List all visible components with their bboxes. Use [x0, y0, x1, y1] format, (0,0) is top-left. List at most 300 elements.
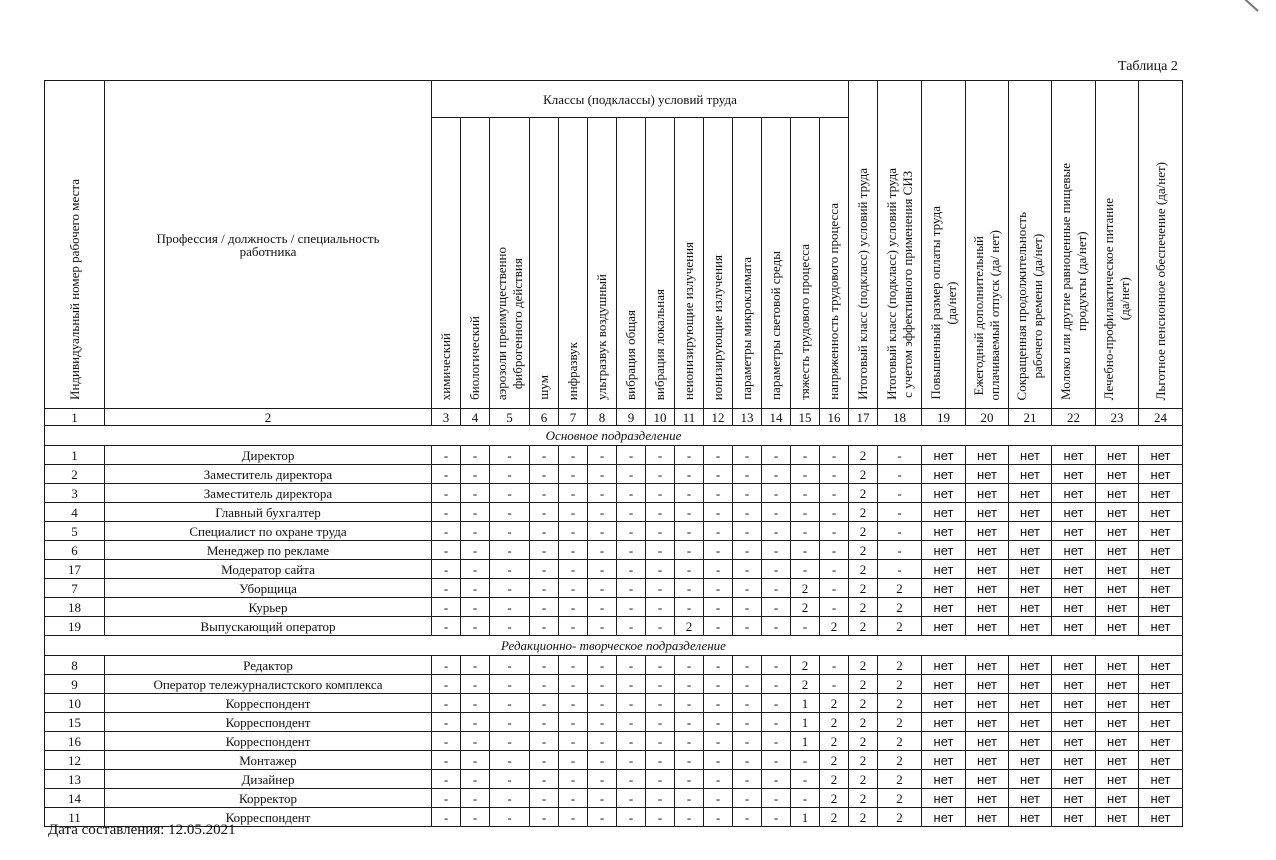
- table-cell: нет: [1139, 789, 1183, 808]
- table-cell: -: [733, 484, 762, 503]
- table-cell: -: [820, 560, 849, 579]
- table-cell: -: [617, 675, 646, 694]
- table-cell: -: [617, 465, 646, 484]
- table-cell: -: [675, 694, 704, 713]
- profession-name: Курьер: [105, 598, 432, 617]
- header-reduced-hours: [1009, 81, 1052, 409]
- table-row: [45, 732, 1183, 751]
- table-cell: -: [617, 522, 646, 541]
- table-cell: 2: [791, 656, 820, 675]
- profession-name: Заместитель директора: [105, 484, 432, 503]
- table-cell: -: [490, 465, 530, 484]
- table-cell: -: [530, 484, 559, 503]
- table-cell: 2: [849, 541, 878, 560]
- table-cell: -: [646, 675, 675, 694]
- table-cell: -: [646, 446, 675, 465]
- table-cell: -: [559, 713, 588, 732]
- header-class-8: [588, 118, 617, 409]
- table-cell: нет: [1096, 541, 1139, 560]
- table-cell: -: [432, 579, 461, 598]
- table-cell: нет: [1052, 579, 1096, 598]
- table-cell: -: [704, 713, 733, 732]
- header-class-label: ультразвук воздушный: [593, 273, 609, 400]
- workplace-number: 4: [45, 503, 105, 522]
- table-cell: -: [733, 446, 762, 465]
- table-cell: -: [461, 503, 490, 522]
- table-cell: 2: [849, 694, 878, 713]
- table-cell: -: [461, 465, 490, 484]
- header-final-class-siz: [878, 81, 922, 409]
- header-class-3: [432, 118, 461, 409]
- header-extra-leave: [966, 81, 1009, 409]
- table-cell: -: [704, 694, 733, 713]
- column-number: 23: [1096, 409, 1139, 426]
- table-cell: нет: [922, 675, 966, 694]
- table-cell: нет: [1052, 446, 1096, 465]
- table-cell: нет: [1096, 598, 1139, 617]
- profession-name: Заместитель директора: [105, 465, 432, 484]
- table-cell: нет: [966, 732, 1009, 751]
- table-cell: -: [791, 541, 820, 560]
- table-cell: -: [559, 770, 588, 789]
- header-label: Лечебно-профилактическое питание: [1100, 197, 1116, 400]
- table-cell: -: [733, 789, 762, 808]
- column-number: 17: [849, 409, 878, 426]
- table-cell: -: [432, 770, 461, 789]
- table-cell: нет: [1009, 465, 1052, 484]
- table-cell: -: [820, 541, 849, 560]
- table-cell: -: [588, 656, 617, 675]
- table-cell: -: [704, 465, 733, 484]
- workplace-number: 12: [45, 751, 105, 770]
- column-number: 15: [791, 409, 820, 426]
- table-cell: -: [432, 465, 461, 484]
- header-class-label: химический: [437, 332, 453, 400]
- header-label: Итоговый класс (подкласс) условий труда: [883, 168, 899, 400]
- table-cell: -: [432, 541, 461, 560]
- table-cell: 2: [849, 675, 878, 694]
- table-cell: -: [820, 656, 849, 675]
- table-cell: нет: [1009, 732, 1052, 751]
- table-cell: 2: [820, 694, 849, 713]
- table-cell: -: [588, 503, 617, 522]
- table-cell: -: [704, 446, 733, 465]
- workplace-number: 18: [45, 598, 105, 617]
- column-number: 19: [922, 409, 966, 426]
- header-pension: [1139, 81, 1183, 409]
- header-class-11: [675, 118, 704, 409]
- table-cell: 1: [791, 694, 820, 713]
- table-cell: -: [704, 484, 733, 503]
- column-number: 21: [1009, 409, 1052, 426]
- table-cell: -: [490, 694, 530, 713]
- table-cell: нет: [1009, 541, 1052, 560]
- table-cell: -: [675, 789, 704, 808]
- table-cell: -: [530, 522, 559, 541]
- table-cell: -: [762, 656, 791, 675]
- table-cell: -: [762, 694, 791, 713]
- table-cell: -: [490, 579, 530, 598]
- table-cell: нет: [1009, 770, 1052, 789]
- profession-name: Специалист по охране труда: [105, 522, 432, 541]
- table-cell: -: [559, 465, 588, 484]
- table-cell: 1: [791, 713, 820, 732]
- table-cell: -: [791, 522, 820, 541]
- table-cell: нет: [966, 770, 1009, 789]
- header-class-label: параметры микроклимата: [738, 257, 754, 400]
- header-label: Ежегодный дополнительный: [970, 235, 986, 395]
- profession-name: Монтажер: [105, 751, 432, 770]
- table-cell: -: [646, 713, 675, 732]
- header-label: оплачиваемый отпуск (да/ нет): [987, 229, 1002, 400]
- table-cell: 2: [849, 579, 878, 598]
- table-cell: -: [733, 675, 762, 694]
- table-cell: нет: [1096, 503, 1139, 522]
- table-cell: -: [559, 808, 588, 827]
- header-class-label: неионизирующие излучения: [680, 242, 696, 400]
- table-cell: нет: [1052, 808, 1096, 827]
- table-cell: -: [432, 522, 461, 541]
- table-cell: -: [559, 656, 588, 675]
- table-cell: -: [791, 484, 820, 503]
- table-cell: нет: [1096, 617, 1139, 636]
- header-class-label: параметры световой среды: [767, 251, 783, 400]
- header-class-5: [490, 118, 530, 409]
- table-cell: нет: [966, 675, 1009, 694]
- header-class-label: биологический: [466, 316, 482, 400]
- table-cell: -: [646, 560, 675, 579]
- table-cell: нет: [1009, 617, 1052, 636]
- workplace-number: 11: [45, 808, 105, 827]
- table-cell: -: [530, 732, 559, 751]
- table-cell: 2: [849, 522, 878, 541]
- table-cell: -: [588, 751, 617, 770]
- table-cell: -: [704, 789, 733, 808]
- table-cell: нет: [1052, 675, 1096, 694]
- table-cell: -: [461, 560, 490, 579]
- table-cell: -: [733, 751, 762, 770]
- table-cell: -: [733, 656, 762, 675]
- table-cell: 2: [849, 617, 878, 636]
- table-cell: нет: [1009, 522, 1052, 541]
- table-cell: -: [646, 598, 675, 617]
- column-number: 3: [432, 409, 461, 426]
- profession-name: Дизайнер: [105, 770, 432, 789]
- table-cell: -: [878, 522, 922, 541]
- column-number: 8: [588, 409, 617, 426]
- table-cell: -: [559, 503, 588, 522]
- header-label: Итоговый класс (подкласс) условий труда: [854, 168, 870, 400]
- table-cell: нет: [1139, 770, 1183, 789]
- table-cell: -: [617, 484, 646, 503]
- profession-name: Корреспондент: [105, 713, 432, 732]
- table-cell: 2: [878, 656, 922, 675]
- working-conditions-table: [44, 80, 1183, 827]
- table-cell: -: [762, 446, 791, 465]
- table-cell: нет: [1096, 713, 1139, 732]
- table-cell: 2: [820, 713, 849, 732]
- column-number: 5: [490, 409, 530, 426]
- table-cell: -: [588, 484, 617, 503]
- table-cell: -: [530, 770, 559, 789]
- table-cell: 2: [820, 751, 849, 770]
- table-cell: нет: [922, 446, 966, 465]
- table-cell: -: [559, 522, 588, 541]
- table-cell: -: [733, 770, 762, 789]
- table-cell: 2: [878, 732, 922, 751]
- table-cell: нет: [1009, 446, 1052, 465]
- table-cell: -: [820, 675, 849, 694]
- header-class-label: ионизирующие излучения: [709, 254, 725, 400]
- table-cell: 2: [878, 751, 922, 770]
- profession-name: Редактор: [105, 656, 432, 675]
- table-cell: -: [646, 522, 675, 541]
- table-cell: -: [530, 446, 559, 465]
- table-cell: -: [530, 751, 559, 770]
- table-cell: -: [704, 522, 733, 541]
- table-cell: нет: [1139, 694, 1183, 713]
- table-cell: -: [762, 522, 791, 541]
- table-cell: нет: [1009, 656, 1052, 675]
- table-cell: -: [675, 522, 704, 541]
- table-cell: 2: [820, 808, 849, 827]
- table-cell: нет: [1139, 560, 1183, 579]
- table-cell: -: [490, 560, 530, 579]
- table-cell: -: [617, 541, 646, 560]
- table-cell: 2: [849, 484, 878, 503]
- table-row: [45, 465, 1183, 484]
- table-cell: нет: [1139, 503, 1183, 522]
- workplace-number: 1: [45, 446, 105, 465]
- table-cell: -: [588, 560, 617, 579]
- profession-name: Уборщица: [105, 579, 432, 598]
- table-cell: нет: [1139, 656, 1183, 675]
- table-cell: нет: [966, 484, 1009, 503]
- header-label: с учетом эффективного применения СИЗ: [899, 170, 915, 398]
- table-row: [45, 598, 1183, 617]
- table-cell: нет: [966, 656, 1009, 675]
- table-cell: -: [490, 446, 530, 465]
- table-cell: -: [675, 446, 704, 465]
- table-cell: -: [617, 598, 646, 617]
- table-cell: -: [617, 770, 646, 789]
- table-cell: -: [432, 789, 461, 808]
- table-cell: нет: [1052, 560, 1096, 579]
- workplace-number: 9: [45, 675, 105, 694]
- table-cell: 2: [849, 560, 878, 579]
- profession-name: Оператор тележурналистского комплекса: [105, 675, 432, 694]
- table-cell: -: [878, 484, 922, 503]
- table-cell: -: [646, 789, 675, 808]
- table-cell: -: [588, 732, 617, 751]
- table-cell: -: [675, 713, 704, 732]
- section-row: [45, 426, 1183, 446]
- table-cell: 2: [849, 789, 878, 808]
- table-cell: нет: [1052, 751, 1096, 770]
- table-cell: -: [490, 541, 530, 560]
- workplace-number: 8: [45, 656, 105, 675]
- table-cell: -: [530, 503, 559, 522]
- table-cell: -: [878, 560, 922, 579]
- table-cell: нет: [1009, 579, 1052, 598]
- table-cell: -: [617, 656, 646, 675]
- table-cell: 2: [878, 675, 922, 694]
- table-cell: -: [646, 503, 675, 522]
- table-cell: -: [617, 713, 646, 732]
- table-cell: -: [588, 713, 617, 732]
- table-cell: 2: [849, 770, 878, 789]
- table-cell: нет: [922, 713, 966, 732]
- table-cell: нет: [922, 808, 966, 827]
- column-number: 2: [105, 409, 432, 426]
- table-cell: -: [675, 732, 704, 751]
- table-cell: -: [559, 789, 588, 808]
- table-row: [45, 713, 1183, 732]
- table-cell: -: [762, 789, 791, 808]
- table-cell: нет: [1052, 770, 1096, 789]
- table-cell: -: [559, 598, 588, 617]
- table-cell: нет: [1096, 751, 1139, 770]
- table-row: [45, 522, 1183, 541]
- table-cell: нет: [1096, 694, 1139, 713]
- table-cell: 2: [878, 713, 922, 732]
- table-cell: -: [791, 751, 820, 770]
- table-cell: -: [646, 465, 675, 484]
- profession-name: Корректор: [105, 789, 432, 808]
- table-cell: -: [490, 789, 530, 808]
- table-cell: -: [588, 808, 617, 827]
- table-cell: 2: [820, 617, 849, 636]
- table-cell: нет: [1096, 732, 1139, 751]
- table-cell: 2: [820, 732, 849, 751]
- table-cell: -: [432, 675, 461, 694]
- table-cell: -: [432, 751, 461, 770]
- table-cell: нет: [1052, 789, 1096, 808]
- table-cell: -: [617, 732, 646, 751]
- table-cell: -: [820, 446, 849, 465]
- table-cell: -: [733, 465, 762, 484]
- header-label: Повышенный размер оплаты труда: [927, 206, 943, 400]
- table-cell: -: [432, 713, 461, 732]
- table-cell: нет: [1052, 732, 1096, 751]
- table-cell: нет: [1139, 465, 1183, 484]
- table-cell: -: [461, 808, 490, 827]
- table-cell: нет: [1052, 465, 1096, 484]
- table-cell: -: [704, 579, 733, 598]
- table-cell: -: [588, 694, 617, 713]
- table-cell: -: [675, 656, 704, 675]
- column-number: 7: [559, 409, 588, 426]
- table-cell: -: [530, 617, 559, 636]
- table-cell: -: [791, 770, 820, 789]
- table-cell: нет: [1009, 560, 1052, 579]
- table-cell: -: [530, 694, 559, 713]
- table-cell: -: [461, 617, 490, 636]
- column-number: 6: [530, 409, 559, 426]
- table-cell: -: [820, 522, 849, 541]
- table-cell: -: [559, 579, 588, 598]
- table-cell: -: [646, 541, 675, 560]
- table-cell: -: [490, 675, 530, 694]
- table-cell: нет: [1096, 446, 1139, 465]
- table-cell: -: [559, 560, 588, 579]
- table-cell: -: [432, 446, 461, 465]
- table-cell: -: [530, 579, 559, 598]
- workplace-number: 6: [45, 541, 105, 560]
- column-number: 18: [878, 409, 922, 426]
- table-cell: -: [646, 694, 675, 713]
- table-cell: -: [617, 751, 646, 770]
- table-cell: -: [762, 465, 791, 484]
- table-cell: -: [530, 541, 559, 560]
- table-cell: -: [820, 598, 849, 617]
- column-number: 13: [733, 409, 762, 426]
- table-cell: -: [490, 598, 530, 617]
- table-cell: нет: [922, 617, 966, 636]
- table-cell: -: [704, 541, 733, 560]
- table-cell: -: [559, 732, 588, 751]
- table-row: [45, 617, 1183, 636]
- header-milk: [1052, 81, 1096, 409]
- header-final-class: [849, 81, 878, 409]
- header-class-13: [733, 118, 762, 409]
- table-cell: -: [675, 560, 704, 579]
- table-cell: 2: [878, 789, 922, 808]
- column-number: 10: [646, 409, 675, 426]
- table-cell: нет: [1139, 713, 1183, 732]
- table-row: [45, 770, 1183, 789]
- table-cell: нет: [966, 465, 1009, 484]
- header-class-label: напряженность трудового процесса: [825, 203, 841, 400]
- table-cell: нет: [1139, 617, 1183, 636]
- profession-name: Модератор сайта: [105, 560, 432, 579]
- table-cell: нет: [966, 598, 1009, 617]
- table-cell: 2: [878, 770, 922, 789]
- table-cell: нет: [922, 751, 966, 770]
- table-cell: -: [617, 560, 646, 579]
- table-cell: -: [559, 446, 588, 465]
- table-cell: нет: [1009, 789, 1052, 808]
- table-cell: нет: [966, 560, 1009, 579]
- table-cell: нет: [1009, 484, 1052, 503]
- table-row: [45, 694, 1183, 713]
- table-cell: -: [820, 579, 849, 598]
- table-cell: нет: [922, 522, 966, 541]
- table-cell: -: [704, 770, 733, 789]
- table-cell: -: [646, 484, 675, 503]
- table-cell: -: [791, 503, 820, 522]
- table-cell: нет: [1096, 579, 1139, 598]
- table-cell: -: [733, 560, 762, 579]
- table-row: [45, 446, 1183, 465]
- table-cell: 2: [878, 808, 922, 827]
- workplace-number: 15: [45, 713, 105, 732]
- table-cell: нет: [1096, 484, 1139, 503]
- table-cell: нет: [922, 541, 966, 560]
- table-cell: -: [490, 808, 530, 827]
- table-cell: -: [461, 579, 490, 598]
- table-cell: 1: [791, 808, 820, 827]
- table-cell: нет: [1139, 598, 1183, 617]
- workplace-number: 17: [45, 560, 105, 579]
- table-cell: -: [733, 713, 762, 732]
- table-cell: нет: [966, 579, 1009, 598]
- table-cell: -: [646, 808, 675, 827]
- table-cell: -: [646, 732, 675, 751]
- header-profession-line2: работника: [239, 243, 297, 259]
- table-cell: -: [461, 694, 490, 713]
- table-cell: нет: [1009, 503, 1052, 522]
